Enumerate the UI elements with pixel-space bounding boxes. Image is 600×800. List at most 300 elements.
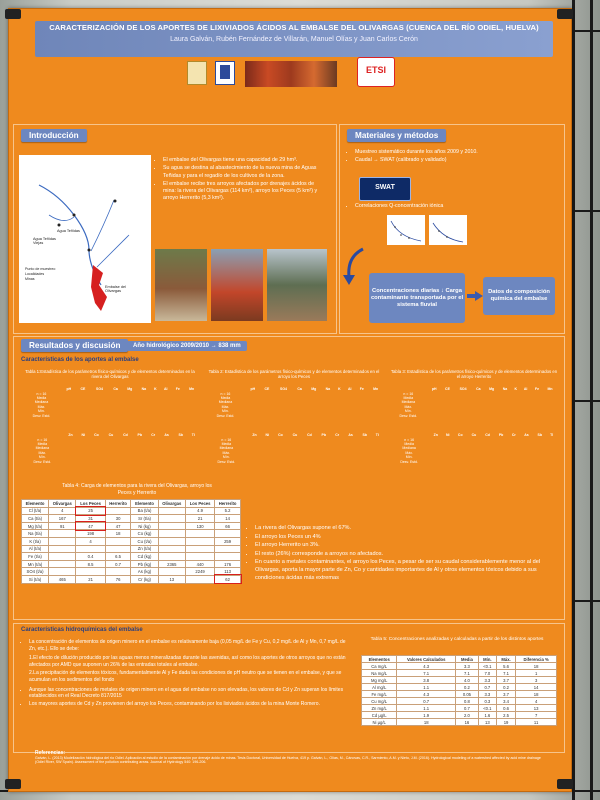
table-row — [362, 670, 557, 677]
table5-cell: 18 — [516, 663, 557, 670]
table5-cell: 1.9 — [397, 712, 456, 719]
results-bullet: • El arroyo los Peces un 4% — [255, 534, 555, 542]
table4-cell: Fe (t/a) — [22, 553, 49, 561]
swat-logo — [359, 177, 411, 201]
table4-cell: Mn (t/a) — [22, 560, 49, 568]
stat-cell — [485, 413, 499, 417]
stat-row-label: n = 16 — [221, 437, 232, 442]
stat-row-label: Media — [220, 395, 231, 400]
correlation-plot-drawing — [429, 215, 467, 245]
stat-header: pH — [250, 387, 256, 392]
table4-cell: Mg (t/a) — [22, 522, 49, 530]
stat-row-label: n = 16 — [404, 437, 415, 442]
table5-caption: Tabla 5: Concentraciones analizadas y calculadas a partir de los distintos aportes — [370, 637, 544, 642]
results-bullets — [247, 525, 555, 583]
table4-cell: Co (kg) — [131, 530, 158, 538]
table5-cell: Na mg/L — [362, 670, 397, 677]
poster-authors: Laura Galván, Rubén Fernández de Villarán, Manuel Olías y Juan Carlos Cerón — [170, 36, 418, 43]
methods-bullet: • Correlaciones Q-concentración iónica — [355, 203, 557, 210]
stat-cell — [76, 413, 90, 417]
stat-header: Mn — [373, 387, 379, 392]
intro-bullet: • El embalse recibe tres arroyos afectados por drenajes ácidos de mina: la rivera del Olivargas (114 km²), arroyo los Peces (5 km²) y arroyo Herrerito (5,3 km²). — [163, 181, 327, 203]
table4-header: Elemento — [131, 500, 158, 508]
table4-cell: Pb (kg) — [131, 560, 158, 568]
table5-cell: 3.4 — [496, 698, 515, 705]
stat-cell — [481, 459, 495, 463]
stat-cell — [261, 459, 273, 463]
stat-header: Mg — [311, 387, 317, 392]
stat-header: K — [338, 387, 341, 392]
table4-cell: 91 — [49, 522, 76, 530]
table4-cell: 176 — [215, 560, 241, 568]
stat-header: SO4 — [459, 387, 467, 392]
table4-header: Los Peces — [76, 500, 105, 508]
table4-cell: 4 — [49, 507, 76, 515]
stat-header: Mg — [489, 387, 495, 392]
table-row — [389, 413, 557, 417]
table4-cell — [158, 522, 185, 530]
stat-cell — [274, 413, 293, 417]
table4-cell: 13 — [158, 575, 185, 583]
table5-cell: 0.05 — [456, 691, 479, 698]
table4-cell — [158, 507, 185, 515]
stat-cell — [306, 413, 321, 417]
stat-row-label: Desv. Estd. — [32, 413, 51, 418]
stat-header: Sb — [537, 433, 542, 438]
table5-cell: 13 — [478, 719, 496, 726]
table5-cell: 1.6 — [478, 712, 496, 719]
stat-header: Cd — [123, 433, 128, 438]
table4-cell — [158, 515, 185, 523]
stat-row-label: Máx. — [221, 404, 230, 409]
stat-cell — [64, 459, 78, 463]
table5-cell: 4 — [516, 698, 557, 705]
table-row — [22, 515, 241, 523]
stat-row-label: Media — [403, 395, 414, 400]
table4-cell: Ba (t/a) — [131, 507, 158, 515]
poster-title: CARACTERIZACIÓN DE LOS APORTES DE LIXIVIADOS ÁCIDOS AL EMBALSE DEL OLIVARGAS (CUENCA DEL RÍO ODIEL, HUELVA) — [49, 23, 539, 32]
stat-cell — [499, 413, 512, 417]
table4-cell: K (t/a) — [22, 537, 49, 545]
table5-cell: 19 — [496, 719, 515, 726]
table4-cell — [158, 530, 185, 538]
table5-cell: 0.3 — [478, 698, 496, 705]
table5-cell: 3 — [516, 677, 557, 684]
stat-header: Cu — [108, 433, 114, 438]
intro-bullet: • Su agua se destina al abastecimiento de la nueva mina de Aguas Teñidas y para el regadío de los cultivos de la zona. — [163, 165, 327, 180]
table4-cell — [49, 530, 76, 538]
table5-cell: 5.6 — [496, 663, 515, 670]
intro-bullets — [155, 157, 327, 204]
binder-clip — [5, 9, 21, 19]
reservoir-point: 2.La precipitación de elementos tóxicos, fundamentalmente Al y Fe dada las condiciones de pH neutro que se tienen en el embalse, y que se acumulan en los sedimentos del fondo — [29, 670, 342, 683]
reservoir-bullet: • Los mayores aportes de Cd y Zn provienen del arroyo los Peces, contaminando por los lixiviados ácidos de la mina Monte Romero. — [29, 701, 351, 708]
table4-cell: 14 — [215, 515, 241, 523]
stat-header: SO4 — [280, 387, 288, 392]
stat-row-label: n = 16 — [220, 391, 231, 396]
stat-cell — [356, 413, 369, 417]
stat-header: Tl — [375, 433, 379, 438]
rack-bar-h3 — [572, 400, 600, 402]
binder-clip — [557, 779, 573, 789]
table4-cell — [158, 568, 185, 576]
table4-cell — [76, 568, 105, 576]
table5 — [361, 655, 557, 726]
legend-item: Localidades — [25, 272, 45, 276]
table4-cell: As (kg) — [131, 568, 158, 576]
field-photo — [211, 249, 263, 321]
stat-header: Cd — [307, 433, 312, 438]
table5-cell: 4.3 — [397, 663, 456, 670]
correlation-plot — [429, 215, 467, 245]
table-row — [21, 413, 199, 417]
rack-bar-h2 — [572, 210, 600, 212]
stat-header: Cr — [151, 433, 156, 438]
table4-cell: Cl (t/a) — [22, 507, 49, 515]
methods-bullets — [347, 149, 557, 166]
table4-cell: Sr (t/a) — [131, 515, 158, 523]
table4-cell: 2249 — [185, 568, 214, 576]
table4-cell: 465 — [49, 575, 76, 583]
stat-cell — [543, 413, 557, 417]
table4-cell: 21 — [76, 575, 105, 583]
stat-cell — [520, 459, 533, 463]
reservoir-point: 1.El efecto de dilución producido por las aguas menos mineralizadas durante las avenidas, así como los aportes de otros arroyos que no están afectados por AMD que suponen un 26% de las entradas totales al embalse. — [29, 655, 346, 668]
stat-header: Co — [278, 433, 283, 438]
map-legend — [25, 267, 55, 282]
table5-header: Diferencia % — [516, 656, 557, 663]
table4-cell: 0.7 — [105, 560, 131, 568]
table4-cell: 440 — [185, 560, 214, 568]
stat-cell — [520, 413, 531, 417]
stat-header: As — [164, 433, 169, 438]
table-row — [22, 553, 241, 561]
stat-header: Ca — [297, 387, 302, 392]
year-tag: Año hidrológico 2009/2010 → 838 mm — [127, 341, 247, 351]
map-label: Embalse del Olivargas — [105, 285, 126, 293]
binder-clip — [557, 9, 573, 19]
table4-cell: Cu (t/a) — [131, 537, 158, 545]
stat-cell — [137, 413, 151, 417]
stat-table-2 — [205, 433, 383, 464]
table-row — [21, 459, 199, 463]
rack-bar-h4 — [572, 600, 600, 602]
stat-header: Pb — [137, 433, 142, 438]
results-bullet: • El resto (26%) corresponde a arroyos no afectados. — [255, 551, 555, 559]
stat-cell — [260, 413, 274, 417]
table5-cell: Ni µg/L — [362, 719, 397, 726]
table-row — [362, 691, 557, 698]
stat-cell — [441, 413, 455, 417]
table3-caption: Tabla 3: Estadística de los parámetros físico-químicos y de elementos determinados en el arroyo Herrerito — [390, 369, 558, 379]
stat-row-label: Mín. — [222, 409, 229, 414]
swat-logo-text: SWAT — [375, 184, 395, 191]
stat-header: Ni — [446, 433, 450, 438]
table-row — [362, 698, 557, 705]
stat-cell — [77, 459, 89, 463]
table4-cell: 30 — [105, 515, 131, 523]
table4-cell — [158, 545, 185, 553]
table5-cell: 14 — [516, 684, 557, 691]
table4-cell — [49, 537, 76, 545]
table4-cell: Ca (t/a) — [22, 515, 49, 523]
reservoir-bullet: • Aunque las concentraciones de metales de origen minero en el agua del embalse no son elevadas, los valores de Cd y Zn superan los límites establecidos en el Real Decreto 817/2015 — [29, 687, 351, 700]
stat-header: Al — [164, 387, 168, 392]
table-row — [22, 507, 241, 515]
stat-header: Na — [141, 387, 147, 392]
stat-header: CE — [80, 387, 86, 392]
stat-cell — [160, 459, 174, 463]
stat-row-label: Máx. — [222, 450, 231, 455]
stat-table-3 — [389, 387, 557, 418]
stat-row-label: Desv. Estd. — [33, 459, 52, 464]
stat-header: K — [514, 387, 518, 392]
table4-cell — [49, 568, 76, 576]
stat-header: Zn — [252, 433, 257, 438]
correlation-plot-drawing — [387, 215, 425, 245]
table4-cell: 62 — [215, 575, 241, 583]
stat-cell — [358, 459, 372, 463]
stat-cell — [89, 459, 103, 463]
results-bullet: • La rivera del Olivargas supone el 67%. — [255, 525, 555, 533]
table4-cell: 198 — [76, 530, 105, 538]
stat-table-1 — [21, 387, 199, 418]
table5-cell: 3.8 — [397, 677, 456, 684]
table-row — [205, 413, 383, 417]
stat-row-label: Mediana — [218, 400, 233, 405]
table1-caption: Tabla 1:Estadística de los parámetros físico-químicos y de elementos determinados en la rivera del Olivargas — [25, 369, 195, 379]
stat-header: Zn — [68, 433, 73, 438]
stat-cell — [133, 459, 147, 463]
table5-cell: 3.3 — [478, 677, 496, 684]
table-row — [205, 459, 383, 463]
table5-header: Valores Calculados — [397, 656, 456, 663]
study-area-map — [19, 155, 151, 323]
stat-cell — [174, 459, 188, 463]
stat-header: Cr — [511, 433, 516, 438]
stat-header: Co — [94, 433, 99, 438]
table-row — [22, 522, 241, 530]
table4-cell: SO4 (t/a) — [22, 568, 49, 576]
table2-caption: Tabla 2: Estadística de los parámetros físico-químicos y de elementos determinados en el arroyo los Peces — [208, 369, 380, 379]
stat-header: Mn — [547, 387, 553, 392]
table4-cell — [76, 545, 105, 553]
stat-cell — [172, 413, 185, 417]
stat-cell — [454, 413, 472, 417]
stat-cell — [331, 459, 344, 463]
reservoir-bullets — [21, 639, 351, 708]
references-text: Galván, L. (2013) Modelización hidrológica del río Odiel. Aplicación al estudio de la contaminación por drenaje ácido de minas. Tesis Doctoral, Universidad de Huelva, 419 p. Galván, L., Olías, M., Cánovas, C.R., Sarmiento, A.M. y Nieto, J.M. (2016). Hydrological modeling of a watershed affected by acid mine drainage (Odiel River, SW Spain). Assessment of the pollution contributing areas. Journal of Hydrology 540: 196-206. — [35, 755, 541, 765]
stat-header: Sb — [178, 433, 183, 438]
institution-logo — [215, 61, 235, 85]
stat-header: Na — [325, 387, 331, 392]
stat-header: Cu — [292, 433, 298, 438]
stat-cell — [160, 413, 171, 417]
table5-header: Máx. — [496, 656, 515, 663]
table5-cell: 0.6 — [496, 705, 515, 712]
table5-cell: 3.3 — [478, 691, 496, 698]
table4-cell: 66 — [215, 522, 241, 530]
legend-item: Minas — [25, 277, 35, 281]
table4-cell — [185, 553, 214, 561]
references — [35, 751, 551, 765]
table5-cell: Ca mg/L — [362, 663, 397, 670]
stat-row-label: Desv. Estd. — [400, 459, 418, 464]
stat-header: Cr — [335, 433, 340, 438]
stat-row-label: Mediana — [34, 400, 49, 405]
stat-cell — [442, 459, 453, 463]
table4-cell: 18 — [105, 530, 131, 538]
stat-cell — [546, 459, 557, 463]
table5-cell: 0.7 — [478, 684, 496, 691]
stat-cell — [467, 459, 481, 463]
table-row — [22, 560, 241, 568]
stat-row-label: n = 16 — [36, 391, 47, 396]
stat-row-label: Mediana — [402, 446, 416, 451]
stat-header: Al — [523, 387, 528, 392]
results-bullet: • En cuanto a metales contaminantes, el arroyo los Peces, a pesar de ser su caudal considerablemente menor al del Olivargas, aporta la mayor parte de Zn, Co y cantidades importantes de Al y otros elementos tóxicos debido a sus condiciones ácidas más extremas — [255, 559, 555, 582]
table5-cell: 1.1 — [397, 705, 456, 712]
reservoir-bullet: • La concentración de elementos de origen minero en el embalse es relativamente baja (0,05 mg/L de Fe y Cu, 0,2 mg/L de Al y Mn, 0,7 mg/L de Zn, etc.). Ello se debe: — [29, 639, 351, 652]
stat-header: Sb — [362, 433, 367, 438]
map-label: Agua Teñidas — [57, 229, 80, 233]
stat-header: Cu — [471, 433, 477, 438]
stat-cell — [472, 413, 485, 417]
stat-cell — [511, 413, 520, 417]
stat-header: Pb — [498, 433, 504, 438]
stat-header: Mg — [127, 387, 133, 392]
stat-header: Tl — [191, 433, 195, 438]
stat-header: Fe — [175, 387, 180, 392]
reservoir-subhead: Características hidroquímicas del embalse — [21, 627, 143, 633]
table4-cell — [185, 537, 214, 545]
table4-cell: 76 — [105, 575, 131, 583]
table4-cell: Cd (kg) — [131, 553, 158, 561]
stat-row-label: Media — [36, 395, 47, 400]
table4-header: Herrerito — [105, 500, 131, 508]
stat-row-label: Máx. — [38, 450, 47, 455]
stat-header: SO4 — [96, 387, 104, 392]
table4-cell: Na (t/a) — [22, 530, 49, 538]
university-logo — [187, 61, 207, 85]
map-label: Agua Teñidas Viejas — [33, 237, 56, 245]
table4-cell: 25 — [76, 507, 105, 515]
table5-cell: 7.1 — [456, 670, 479, 677]
table4-cell: 130 — [185, 522, 214, 530]
table4-cell: Ni (kg) — [131, 522, 158, 530]
table5-header: Mín. — [478, 656, 496, 663]
etsi-logo-text: ETSI — [365, 65, 386, 75]
stat-row-label: Media — [37, 441, 48, 446]
table-row — [22, 537, 241, 545]
table5-cell: 11 — [516, 719, 557, 726]
title-band — [35, 21, 553, 57]
table4-cell: 47 — [76, 522, 105, 530]
table5-header: Elementos — [362, 656, 397, 663]
binder-clip — [5, 779, 21, 789]
table4-cell — [49, 545, 76, 553]
table4-cell — [215, 545, 241, 553]
table5-cell: 3.7 — [496, 677, 515, 684]
stat-row-label: Mín. — [38, 455, 46, 460]
table5-cell: 2.0 — [456, 712, 479, 719]
stat-row-label: Mediana — [35, 446, 50, 451]
table5-cell: Cd µg/L — [362, 712, 397, 719]
stat-header: Fe — [359, 387, 364, 392]
table4-cell — [49, 560, 76, 568]
stat-cell — [293, 413, 307, 417]
stat-cell — [428, 413, 441, 417]
table4-cell — [185, 545, 214, 553]
table4-cell — [185, 530, 214, 538]
table5-cell: Cu mg/L — [362, 698, 397, 705]
table-row — [362, 705, 557, 712]
stat-cell — [321, 413, 335, 417]
legend-item: Punto de muestreo — [25, 267, 56, 271]
stat-cell — [246, 413, 260, 417]
stat-cell — [372, 459, 383, 463]
header-photo — [245, 61, 337, 87]
table5-cell: 3.3 — [456, 663, 479, 670]
stat-header: Ca — [476, 387, 481, 392]
stat-table-3 — [389, 433, 557, 464]
stat-header: CE — [264, 387, 270, 392]
stat-cell — [184, 413, 199, 417]
results-bullet: • El arroyo Herrerito un 3%. — [255, 542, 555, 550]
stat-row-label: Mediana — [401, 400, 416, 405]
stat-cell — [533, 459, 546, 463]
table5-cell: 1.1 — [397, 684, 456, 691]
etsi-logo — [357, 57, 395, 87]
stat-table-2 — [205, 387, 383, 418]
table-row — [362, 719, 557, 726]
stat-header: Ni — [81, 433, 86, 438]
stat-row-label: Máx. — [37, 404, 46, 409]
table5-cell: 0.7 — [456, 705, 479, 712]
stat-cell — [453, 459, 467, 463]
table4-cell: Al (t/a) — [22, 545, 49, 553]
table4-cell: 0.4 — [76, 553, 105, 561]
table5-cell: 0.8 — [456, 698, 479, 705]
stat-row-label: Desv. Estd. — [216, 413, 235, 418]
stat-header: Tl — [550, 433, 554, 438]
flow-box: Concentraciones diarias ↓ Carga contaminante transportada por el sistema fluvial — [369, 273, 465, 323]
table4-cell — [105, 545, 131, 553]
table4-cell — [158, 537, 185, 545]
stat-cell — [302, 459, 316, 463]
table4-cell: 167 — [49, 515, 76, 523]
poster — [8, 8, 572, 792]
stat-cell — [344, 413, 355, 417]
stat-header: Ni — [265, 433, 270, 438]
table5-cell: <0.1 — [478, 705, 496, 712]
data-arrow — [467, 291, 483, 301]
stat-cell — [317, 459, 331, 463]
table4-header: Olivargas — [158, 500, 185, 508]
stat-row-label: n = 16 — [403, 391, 414, 396]
table5-cell: 3.7 — [496, 691, 515, 698]
table4-cell — [49, 553, 76, 561]
stat-row-label: Mín. — [405, 455, 413, 460]
intro-title: Introducción — [21, 129, 87, 142]
table4-cell: 113 — [215, 568, 241, 576]
table4-cell — [185, 575, 214, 583]
table4-header: Olivargas — [49, 500, 76, 508]
table5-cell: 7.0 — [478, 670, 496, 677]
table4-cell — [215, 553, 241, 561]
table4-cell: 4 — [76, 537, 105, 545]
results-subhead: Características de los aportes al embalse — [21, 357, 139, 363]
